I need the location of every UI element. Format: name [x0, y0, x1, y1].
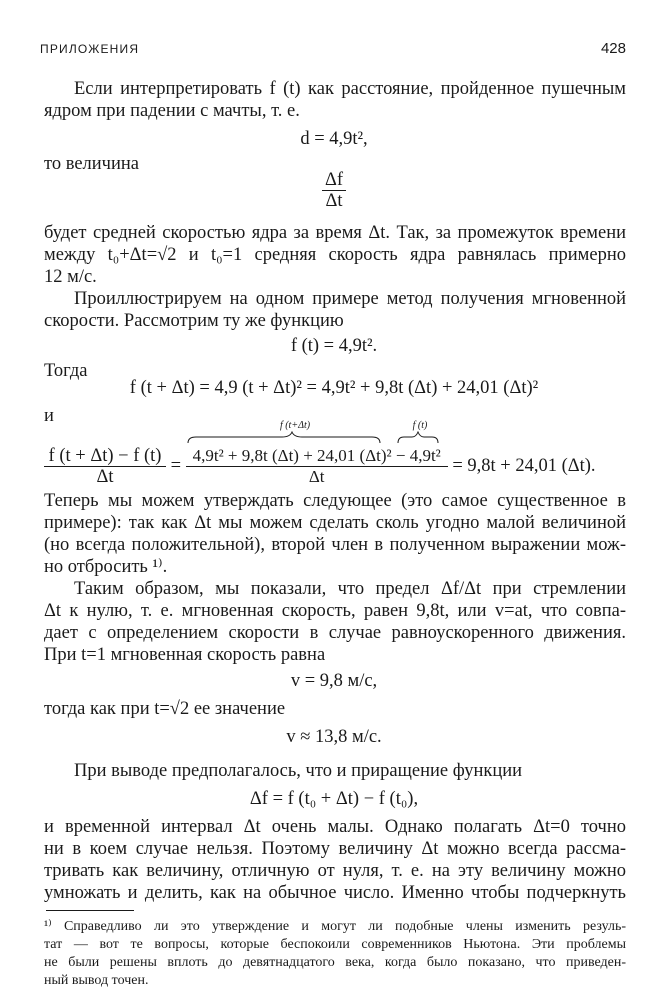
- fraction-df-dt: [294, 170, 374, 211]
- text-line: (но всегда положительной), второй член в полученном выражении мож-: [44, 535, 626, 555]
- text-line: между t₀+Δt=√2 и t₀=1 средняя скорость ядра равнялась примерно: [44, 245, 626, 265]
- footnote-line: ¹⁾ Справедливо ли это утверждение и могут ли подобные члены изменить резуль-: [44, 919, 626, 934]
- text-line: примере): так как Δt мы можем сделать сколь угодно малой величиной: [44, 513, 626, 533]
- big-frac2-denominator: Δt: [308, 467, 325, 486]
- fraction-numerator: Δf: [322, 170, 346, 191]
- text-line: то величина: [44, 154, 140, 174]
- text-line: умножать и делить, как на обычное число. Именно чтобы подчеркнуть: [44, 883, 626, 903]
- big-frac-numerator: f (t + Δt) − f (t): [44, 446, 166, 467]
- footnote-line: ный вывод точен.: [44, 973, 149, 988]
- text-line: Тогда: [44, 361, 88, 381]
- text-line: Таким образом, мы показали, что предел Δf/Δt при стремлении: [74, 579, 626, 599]
- text-line: и: [44, 406, 54, 426]
- overbrace-2: [398, 432, 438, 443]
- page-number: 428: [600, 40, 626, 57]
- text-line: Теперь мы можем утверждать следующее (это самое существенное в: [44, 491, 626, 511]
- page-header: [40, 42, 626, 64]
- text-line: тривать как величину, отличную от нуля, т. е. на эту величину можно: [44, 861, 626, 881]
- text-line: но отбросить ¹⁾.: [44, 557, 168, 577]
- overbrace-1: [188, 432, 380, 443]
- equation-d: d = 4,9t²,: [300, 129, 368, 149]
- text-line: ядром при падении с мачты, т. е.: [44, 101, 300, 121]
- text-line: будет средней скоростью ядра за время Δt. Так, за промежуток времени: [44, 223, 626, 243]
- brace-label-f-t: f (t): [412, 420, 428, 431]
- text-line: При выводе предполагалось, что и приращение функции: [74, 761, 523, 781]
- overbrace-svg: [186, 431, 446, 445]
- text-line: дает с определением скорости в случае равноускоренного движения.: [44, 623, 626, 643]
- big-frac2-numerator: 4,9t² + 9,8t (Δt) + 24,01 (Δt)² − 4,9t²: [186, 446, 448, 467]
- text-line: ни в коем случае нельзя. Поэтому величину Δt можно всегда рассма-: [44, 839, 626, 859]
- text-line: скорости. Рассмотрим ту же функцию: [44, 311, 344, 331]
- big-equation: $\frac{f (t + \Delta t) - f (t)}{\Delta t}$ = $\frac{\text{4,9t² + 9,8t (Δt) + 24,01 (Δt)² − 4,9t²}}{\Delta t}$ = 9,8t + 24,01 (Δt).: [44, 446, 644, 487]
- footnote-rule: [46, 910, 134, 911]
- equation-delta-f: Δf = f (t₀ + Δt) − f (t₀),: [249, 789, 419, 809]
- brace-label-f-t-dt: f (t+Δt): [279, 420, 311, 431]
- text-line: тогда как при t=√2 ее значение: [44, 699, 286, 719]
- text-line: При t=1 мгновенная скорость равна: [44, 645, 326, 665]
- text-line: 12 м/с.: [44, 267, 97, 287]
- text-line: Проиллюстрируем на одном примере метод получения мгновенной: [74, 289, 626, 309]
- equation-v2: v ≈ 13,8 м/с.: [286, 727, 382, 747]
- big-frac-denominator: Δt: [96, 467, 114, 487]
- text-line: Δt к нулю, т. е. мгновенная скорость, равен 9,8t, или v=at, что совпа-: [44, 601, 626, 621]
- equation-v1: v = 9,8 м/с,: [290, 671, 378, 691]
- running-title: ПРИЛОЖЕНИЯ: [40, 42, 140, 56]
- equation-f: f (t) = 4,9t².: [290, 336, 378, 356]
- fraction-denominator: Δt: [325, 191, 343, 211]
- footnote-line: тат — вот те вопросы, которые беспокоили современников Ньютона. Эти проблемы: [44, 937, 626, 952]
- equation-expand: f (t + Δt) = 4,9 (t + Δt)² = 4,9t² + 9,8t (Δt) + 24,01 (Δt)²: [129, 378, 539, 398]
- big-equation-rhs: = 9,8t + 24,01 (Δt).: [452, 456, 596, 476]
- text-line: Если интерпретировать f (t) как расстояние, пройденное пушечным: [74, 79, 626, 99]
- footnote-line: не были решены вплоть до девятнадцатого века, когда было показано, что приведен-: [44, 955, 626, 970]
- text-line: и временной интервал Δt очень малы. Однако полагать Δt=0 точно: [44, 817, 626, 837]
